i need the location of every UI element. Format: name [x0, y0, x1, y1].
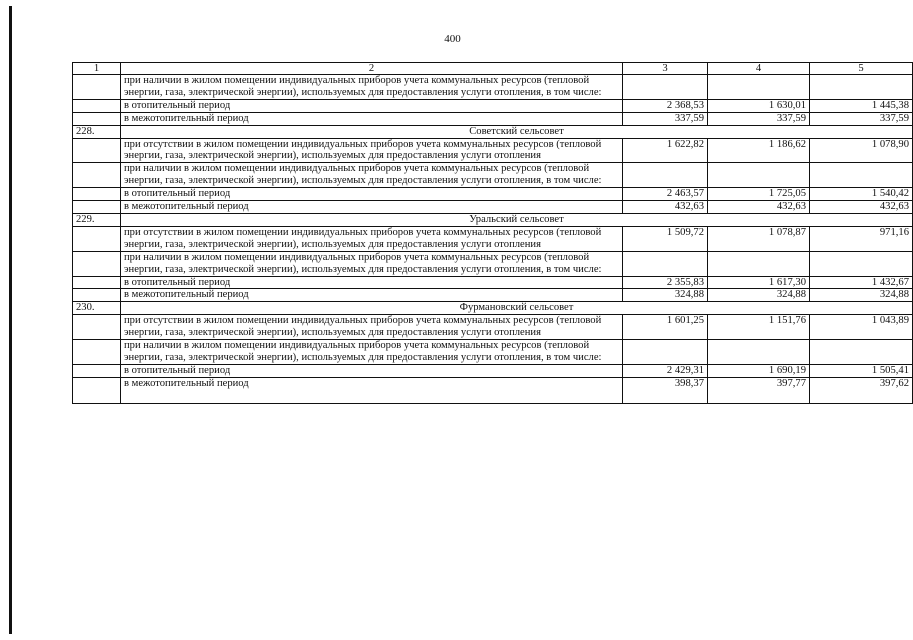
- header-col-5: 5: [810, 63, 913, 75]
- row-description: в межотопительный период: [121, 377, 623, 403]
- value-col-3: 1 509,72: [623, 226, 708, 251]
- value-col-3: [623, 163, 708, 188]
- section-row: [73, 213, 913, 226]
- row-description: при отсутствии в жилом помещении индивидуальных приборов учета коммунальных ресурсов (тепловой энергии, газа, электрической энергии), используемых для предоставления услуги отопления: [121, 315, 623, 340]
- value-col-5: 397,62: [810, 377, 913, 403]
- row-number: [73, 276, 121, 289]
- header-col-4: 4: [708, 63, 810, 75]
- row-description: в межотопительный период: [121, 289, 623, 302]
- row-description: при наличии в жилом помещении индивидуальных приборов учета коммунальных ресурсов (тепловой энергии, газа, электрической энергии), используемых для предоставления услуги отопления, в том числе:: [121, 75, 623, 100]
- table-row: [73, 75, 913, 100]
- row-number: [73, 340, 121, 365]
- row-number: [73, 138, 121, 163]
- value-col-3: 432,63: [623, 201, 708, 214]
- value-col-5: [810, 163, 913, 188]
- value-col-5: 1 078,90: [810, 138, 913, 163]
- section-number: 230.: [73, 302, 121, 315]
- value-col-5: 1 043,89: [810, 315, 913, 340]
- section-number: 229.: [73, 213, 121, 226]
- row-description: в межотопительный период: [121, 112, 623, 125]
- value-col-3: 1 601,25: [623, 315, 708, 340]
- value-col-5: 1 432,67: [810, 276, 913, 289]
- value-col-3: 2 429,31: [623, 364, 708, 377]
- row-number: [73, 112, 121, 125]
- row-number: [73, 364, 121, 377]
- value-col-4: [708, 163, 810, 188]
- table-row: [73, 315, 913, 340]
- page-number: 400: [444, 33, 461, 45]
- value-col-4: 1 078,87: [708, 226, 810, 251]
- value-col-3: [623, 251, 708, 276]
- section-title: Уральский сельсовет: [121, 213, 913, 226]
- value-col-4: 432,63: [708, 201, 810, 214]
- tariff-table: [72, 62, 913, 404]
- value-col-3: 1 622,82: [623, 138, 708, 163]
- section-title: Фурмановский сельсовет: [121, 302, 913, 315]
- table-row: [73, 112, 913, 125]
- row-number: [73, 315, 121, 340]
- row-number: [73, 75, 121, 100]
- table-row: [73, 138, 913, 163]
- section-row: [73, 125, 913, 138]
- value-col-3: 2 463,57: [623, 188, 708, 201]
- table-header-row: [73, 63, 913, 75]
- row-number: [73, 201, 121, 214]
- value-col-5: 1 540,42: [810, 188, 913, 201]
- section-number: 228.: [73, 125, 121, 138]
- value-col-4: 324,88: [708, 289, 810, 302]
- value-col-4: 1 151,76: [708, 315, 810, 340]
- value-col-3: [623, 75, 708, 100]
- binding-edge-line: [9, 6, 12, 634]
- row-description: в отопительный период: [121, 99, 623, 112]
- value-col-4: [708, 75, 810, 100]
- row-description: при наличии в жилом помещении индивидуальных приборов учета коммунальных ресурсов (тепловой энергии, газа, электрической энергии), используемых для предоставления услуги отопления, в том числе:: [121, 163, 623, 188]
- table-row: [73, 201, 913, 214]
- section-row: [73, 302, 913, 315]
- value-col-4: 397,77: [708, 377, 810, 403]
- table-row: [73, 364, 913, 377]
- value-col-5: 324,88: [810, 289, 913, 302]
- row-description: при наличии в жилом помещении индивидуальных приборов учета коммунальных ресурсов (тепловой энергии, газа, электрической энергии), используемых для предоставления услуги отопления, в том числе:: [121, 340, 623, 365]
- value-col-4: 1 186,62: [708, 138, 810, 163]
- value-col-3: 337,59: [623, 112, 708, 125]
- row-number: [73, 188, 121, 201]
- value-col-5: [810, 340, 913, 365]
- table-row: [73, 289, 913, 302]
- table-row: [73, 226, 913, 251]
- value-col-4: 1 630,01: [708, 99, 810, 112]
- value-col-4: 1 617,30: [708, 276, 810, 289]
- row-description: при наличии в жилом помещении индивидуальных приборов учета коммунальных ресурсов (тепловой энергии, газа, электрической энергии), используемых для предоставления услуги отопления, в том числе:: [121, 251, 623, 276]
- value-col-4: [708, 251, 810, 276]
- value-col-5: 971,16: [810, 226, 913, 251]
- row-description: в отопительный период: [121, 364, 623, 377]
- row-number: [73, 251, 121, 276]
- value-col-5: 337,59: [810, 112, 913, 125]
- table-row: [73, 377, 913, 403]
- table-row: [73, 340, 913, 365]
- value-col-5: 1 505,41: [810, 364, 913, 377]
- row-description: в межотопительный период: [121, 201, 623, 214]
- row-description: при отсутствии в жилом помещении индивидуальных приборов учета коммунальных ресурсов (тепловой энергии, газа, электрической энергии), используемых для предоставления услуги отопления: [121, 138, 623, 163]
- table-row: [73, 99, 913, 112]
- table-body: [73, 63, 913, 404]
- value-col-3: 2 368,53: [623, 99, 708, 112]
- value-col-5: 432,63: [810, 201, 913, 214]
- value-col-4: 1 690,19: [708, 364, 810, 377]
- value-col-5: 1 445,38: [810, 99, 913, 112]
- row-number: [73, 99, 121, 112]
- row-number: [73, 226, 121, 251]
- value-col-3: 324,88: [623, 289, 708, 302]
- header-col-3: 3: [623, 63, 708, 75]
- table-row: [73, 276, 913, 289]
- row-description: в отопительный период: [121, 188, 623, 201]
- row-number: [73, 163, 121, 188]
- header-col-1: 1: [73, 63, 121, 75]
- value-col-4: 337,59: [708, 112, 810, 125]
- value-col-5: [810, 75, 913, 100]
- table-row: [73, 188, 913, 201]
- value-col-3: 2 355,83: [623, 276, 708, 289]
- value-col-3: [623, 340, 708, 365]
- table-row: [73, 251, 913, 276]
- header-col-2: 2: [121, 63, 623, 75]
- row-description: в отопительный период: [121, 276, 623, 289]
- row-number: [73, 289, 121, 302]
- section-title: Советский сельсовет: [121, 125, 913, 138]
- table-row: [73, 163, 913, 188]
- value-col-5: [810, 251, 913, 276]
- row-description: при отсутствии в жилом помещении индивидуальных приборов учета коммунальных ресурсов (тепловой энергии, газа, электрической энергии), используемых для предоставления услуги отопления: [121, 226, 623, 251]
- row-number: [73, 377, 121, 403]
- value-col-4: 1 725,05: [708, 188, 810, 201]
- value-col-3: 398,37: [623, 377, 708, 403]
- value-col-4: [708, 340, 810, 365]
